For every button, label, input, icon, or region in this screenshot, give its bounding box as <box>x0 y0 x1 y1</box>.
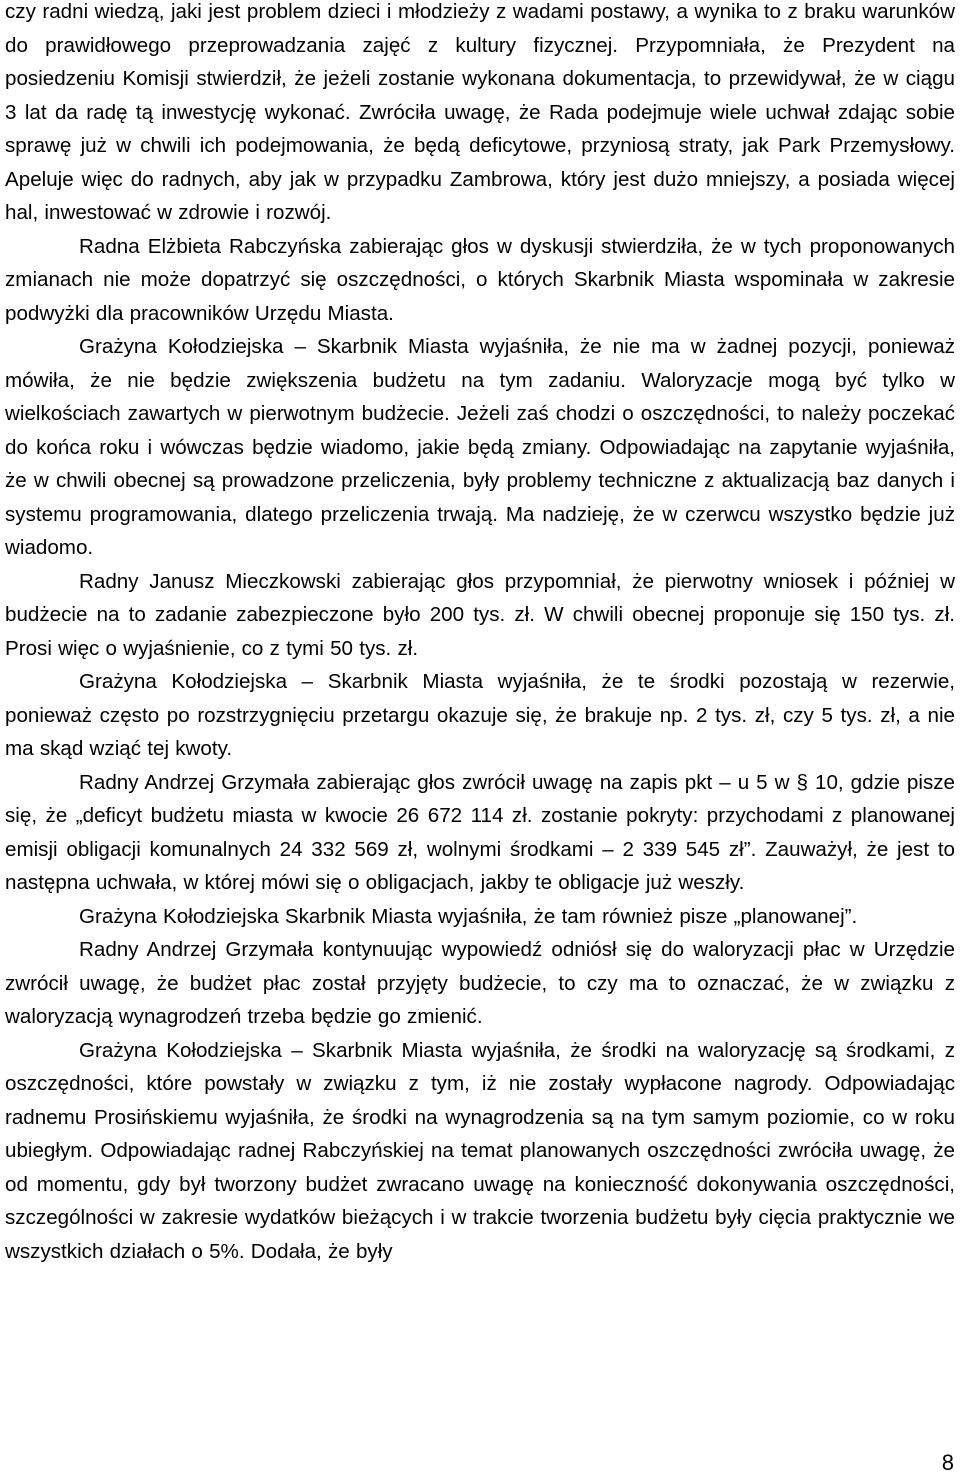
paragraph: Grażyna Kołodziejska – Skarbnik Miasta wyjaśniła, że środki na waloryzację są środkami, z oszczędności, które powstały w związku z tym, iż nie zostały wypłacone nagrody. Odpowiadając radnemu Prosińskiemu wyjaśniła, że środki na wynagrodzenia są na tym samym poziomie, co w roku ubiegłym. Odpowiadając radnej Rabczyńskiej na temat planowanych oszczędności zwróciła uwagę, że od momentu, gdy był tworzony budżet zwracano uwagę na konieczność dokonywania oszczędności, szczególności w zakresie wydatków bieżących i w trakcie tworzenia budżetu były cięcia praktycznie we wszystkich działach o 5%. Dodała, że były <box>5 1038 955 1263</box>
paragraph: Grażyna Kołodziejska Skarbnik Miasta wyjaśniła, że tam również pisze „planowanej”. <box>79 904 858 928</box>
paragraph: Radny Andrzej Grzymała zabierając głos zwrócił uwagę na zapis pkt – u 5 w § 10, gdzie pisze się, że „deficyt budżetu miasta w kwocie 26 672 114 zł. zostanie pokryty: przychodami z planowanej emisji obligacji komunalnych 24 332 569 zł, wolnymi środkami – 2 339 545 zł”. Zauważył, że jest to następna uchwała, w której mówi się o obligacjach, jakby te obligacje już weszły. <box>5 770 955 894</box>
paragraph: Grażyna Kołodziejska – Skarbnik Miasta wyjaśniła, że nie ma w żadnej pozycji, ponieważ mówiła, że nie będzie zwiększenia budżetu na tym zadaniu. Waloryzacje mogą być tylko w wielkościach zawartych w pierwotnym budżecie. Jeżeli zaś chodzi o oszczędności, to należy poczekać do końca roku i wówczas będzie wiadomo, jakie będą zmiany. Odpowiadając na zapytanie wyjaśniła, że w chwili obecnej są prowadzone przeliczenia, były problemy techniczne z aktualizacją baz danych i systemu programowania, dlatego przeliczenia trwają. Ma nadzieję, że w czerwcu wszystko będzie już wiadomo. <box>5 335 955 559</box>
paragraph: Radny Andrzej Grzymała kontynuując wypowiedź odniósł się do waloryzacji płac w Urzędzie zwrócił uwagę, że budżet płac został przyjęty budżecie, to czy ma to oznaczać, że w związku z waloryzacją wynagrodzeń trzeba będzie go zmienić. <box>5 938 955 1028</box>
paragraph-continuation: czy radni wiedzą, jaki jest problem dzieci i młodzieży z wadami postawy, a wynika to z braku warunków do prawidłowego przeprowadzania zajęć z kultury fizycznej. Przypomniała, że Prezydent na posiedzeniu Komisji stwierdził, że jeżeli zostanie wykonana dokumentacja, to przewidywał, że w ciągu 3 lat da radę tą inwestycję wykonać. Zwróciła uwagę, że Rada podejmuje wiele uchwał zdając sobie sprawę już w chwili ich podejmowania, że będą deficytowe, przyniosą straty, jak Park Przemysłowy. Apeluje więc do radnych, aby jak w przypadku Zambrowa, który jest dużo mniejszy, a posiada więcej hal, inwestować w zdrowie i rozwój. <box>5 0 955 224</box>
paragraph: Grażyna Kołodziejska – Skarbnik Miasta wyjaśniła, że te środki pozostają w rezerwie, ponieważ często po rozstrzygnięciu przetargu okazuje się, że brakuje np. 2 tys. zł, czy 5 tys. zł, a nie ma skąd wziąć tej kwoty. <box>5 670 955 760</box>
paragraph: Radny Janusz Mieczkowski zabierając głos przypomniał, że pierwotny wniosek i później w budżecie na to zadanie zabezpieczone było 200 tys. zł. W chwili obecnej proponuje się 150 tys. zł. Prosi więc o wyjaśnienie, co z tymi 50 tys. zł. <box>5 569 955 660</box>
document-body <box>5 0 955 1268</box>
paragraph: Radna Elżbieta Rabczyńska zabierając głos w dyskusji stwierdziła, że w tych proponowanych zmianach nie może dopatrzyć się oszczędności, o których Skarbnik Miasta wspominała w zakresie podwyżki dla pracowników Urzędu Miasta. <box>5 234 955 325</box>
page-number: 8 <box>941 1450 954 1475</box>
